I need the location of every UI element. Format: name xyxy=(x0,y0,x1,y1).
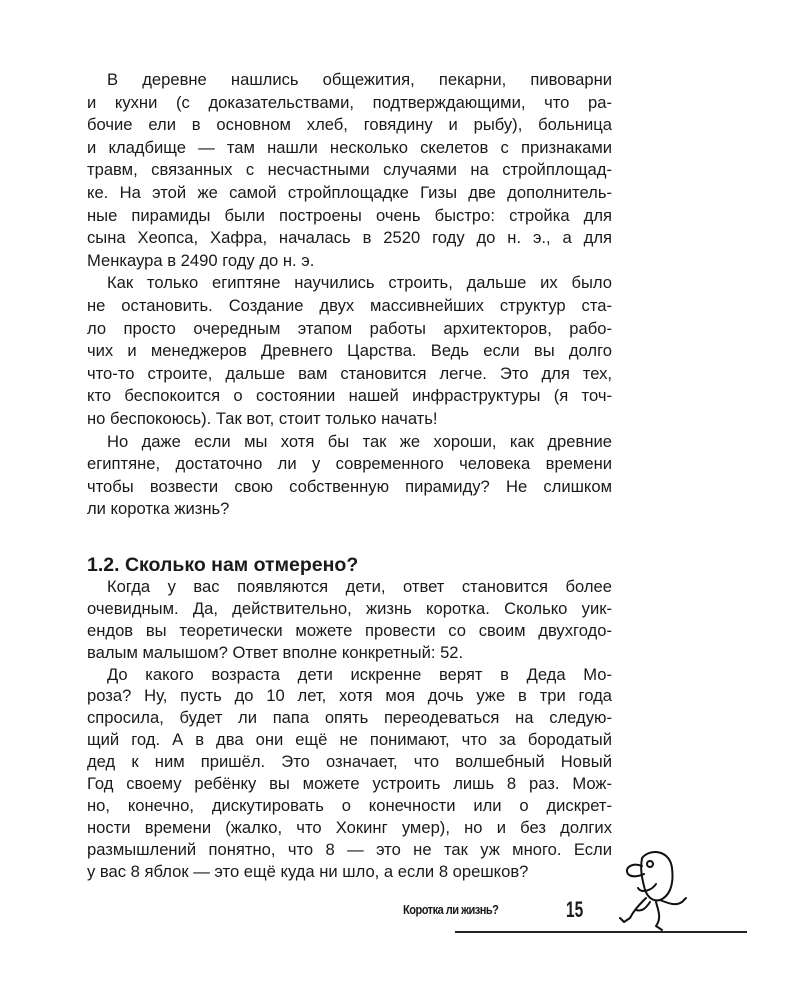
text-line: Год своему ребёнку вы можете устроить лишь 8 раз. Мож- xyxy=(87,774,612,794)
text-line: В деревне нашлись общежития, пекарни, пивоварни xyxy=(107,70,612,89)
text-line: размышлений понятно, что 8 — это не так уж много. Если xyxy=(87,839,612,859)
text-line: ности времени (жалко, что Хокинг умер), но и без долгих xyxy=(87,817,612,837)
text-line: До какого возраста дети искренне верят в Деда Мо- xyxy=(107,664,612,684)
text-line: и кладбище — там нашли несколько скелетов с признаками xyxy=(87,137,612,157)
text-line: ли коротка жизнь? xyxy=(87,499,230,519)
text-line: ке. На этой же самой стройплощадке Гизы две дополнитель- xyxy=(87,182,612,202)
text-line: ендов вы теоретически можете провести со своим двухгодо- xyxy=(87,620,612,640)
page-number: 15 xyxy=(566,897,584,922)
text-line: и кухни (с доказательствами, подтверждающими, что ра- xyxy=(87,92,612,112)
paragraph xyxy=(87,69,612,272)
text-line: травм, связанных с несчастными случаями на стройплощад- xyxy=(87,160,612,180)
text-line: Как только египтяне научились строить, дальше их было xyxy=(107,273,612,293)
running-title: Коротка ли жизнь? xyxy=(403,902,499,917)
text-line: роза? Ну, пусть до 10 лет, хотя моя дочь уже в три года xyxy=(87,686,612,706)
text-line: египтяне, достаточно ли у современного человека времени xyxy=(87,454,612,474)
text-line: Но даже если мы хотя бы так же хороши, как древние xyxy=(107,431,612,451)
text-line: валым малышом? Ответ вполне конкретный: 52. xyxy=(87,642,464,662)
paragraph xyxy=(87,431,612,521)
text-line: очевидным. Да, действительно, жизнь коротка. Сколько уик- xyxy=(87,598,612,618)
text-line: ные пирамиды были построены очень быстро: стройка для xyxy=(87,205,612,225)
running-mascot-icon xyxy=(612,848,707,933)
text-line: сына Хеопса, Хафра, началась в 2520 году до н. э., а для xyxy=(87,228,612,248)
paragraph xyxy=(87,664,612,883)
section-1-body xyxy=(87,69,612,521)
text-line: Менкаура в 2490 году до н. э. xyxy=(87,250,315,270)
text-line: что-то строите, дальше вам становится легче. Это для тех, xyxy=(87,363,612,383)
text-line: ло просто очередным этапом работы архитекторов, рабо- xyxy=(87,318,612,338)
paragraph xyxy=(87,272,612,430)
text-line: но, конечно, дискутировать о конечности или о дискрет- xyxy=(87,795,612,815)
text-line: не остановить. Создание двух массивнейших структур ста- xyxy=(87,295,612,315)
text-line: чих и менеджеров Древнего Царства. Ведь если вы долго xyxy=(87,341,612,361)
section-2 xyxy=(87,554,612,882)
paragraph xyxy=(87,576,612,664)
text-line: но беспокоюсь). Так вот, стоит только начать! xyxy=(87,408,438,428)
text-line: щий год. А в два они ещё не понимают, что за бородатый xyxy=(87,730,612,750)
text-line: Когда у вас появляются дети, ответ становится более xyxy=(107,577,612,596)
text-line: дед к ним пришёл. Это означает, что волшебный Новый xyxy=(87,752,612,772)
text-line: чтобы возвести свою собственную пирамиду? Не слишком xyxy=(87,476,612,496)
text-line: спросила, будет ли папа опять переодеваться на следую- xyxy=(87,708,612,728)
text-line: у вас 8 яблок — это ещё куда ни шло, а если 8 орешков? xyxy=(87,861,529,881)
section-heading: 1.2. Сколько нам отмерено? xyxy=(87,554,359,576)
text-line: кто беспокоится о состоянии нашей инфраструктуры (я точ- xyxy=(87,386,612,406)
text-line: бочие ели в основном хлеб, говядину и рыбу), больница xyxy=(87,115,612,135)
